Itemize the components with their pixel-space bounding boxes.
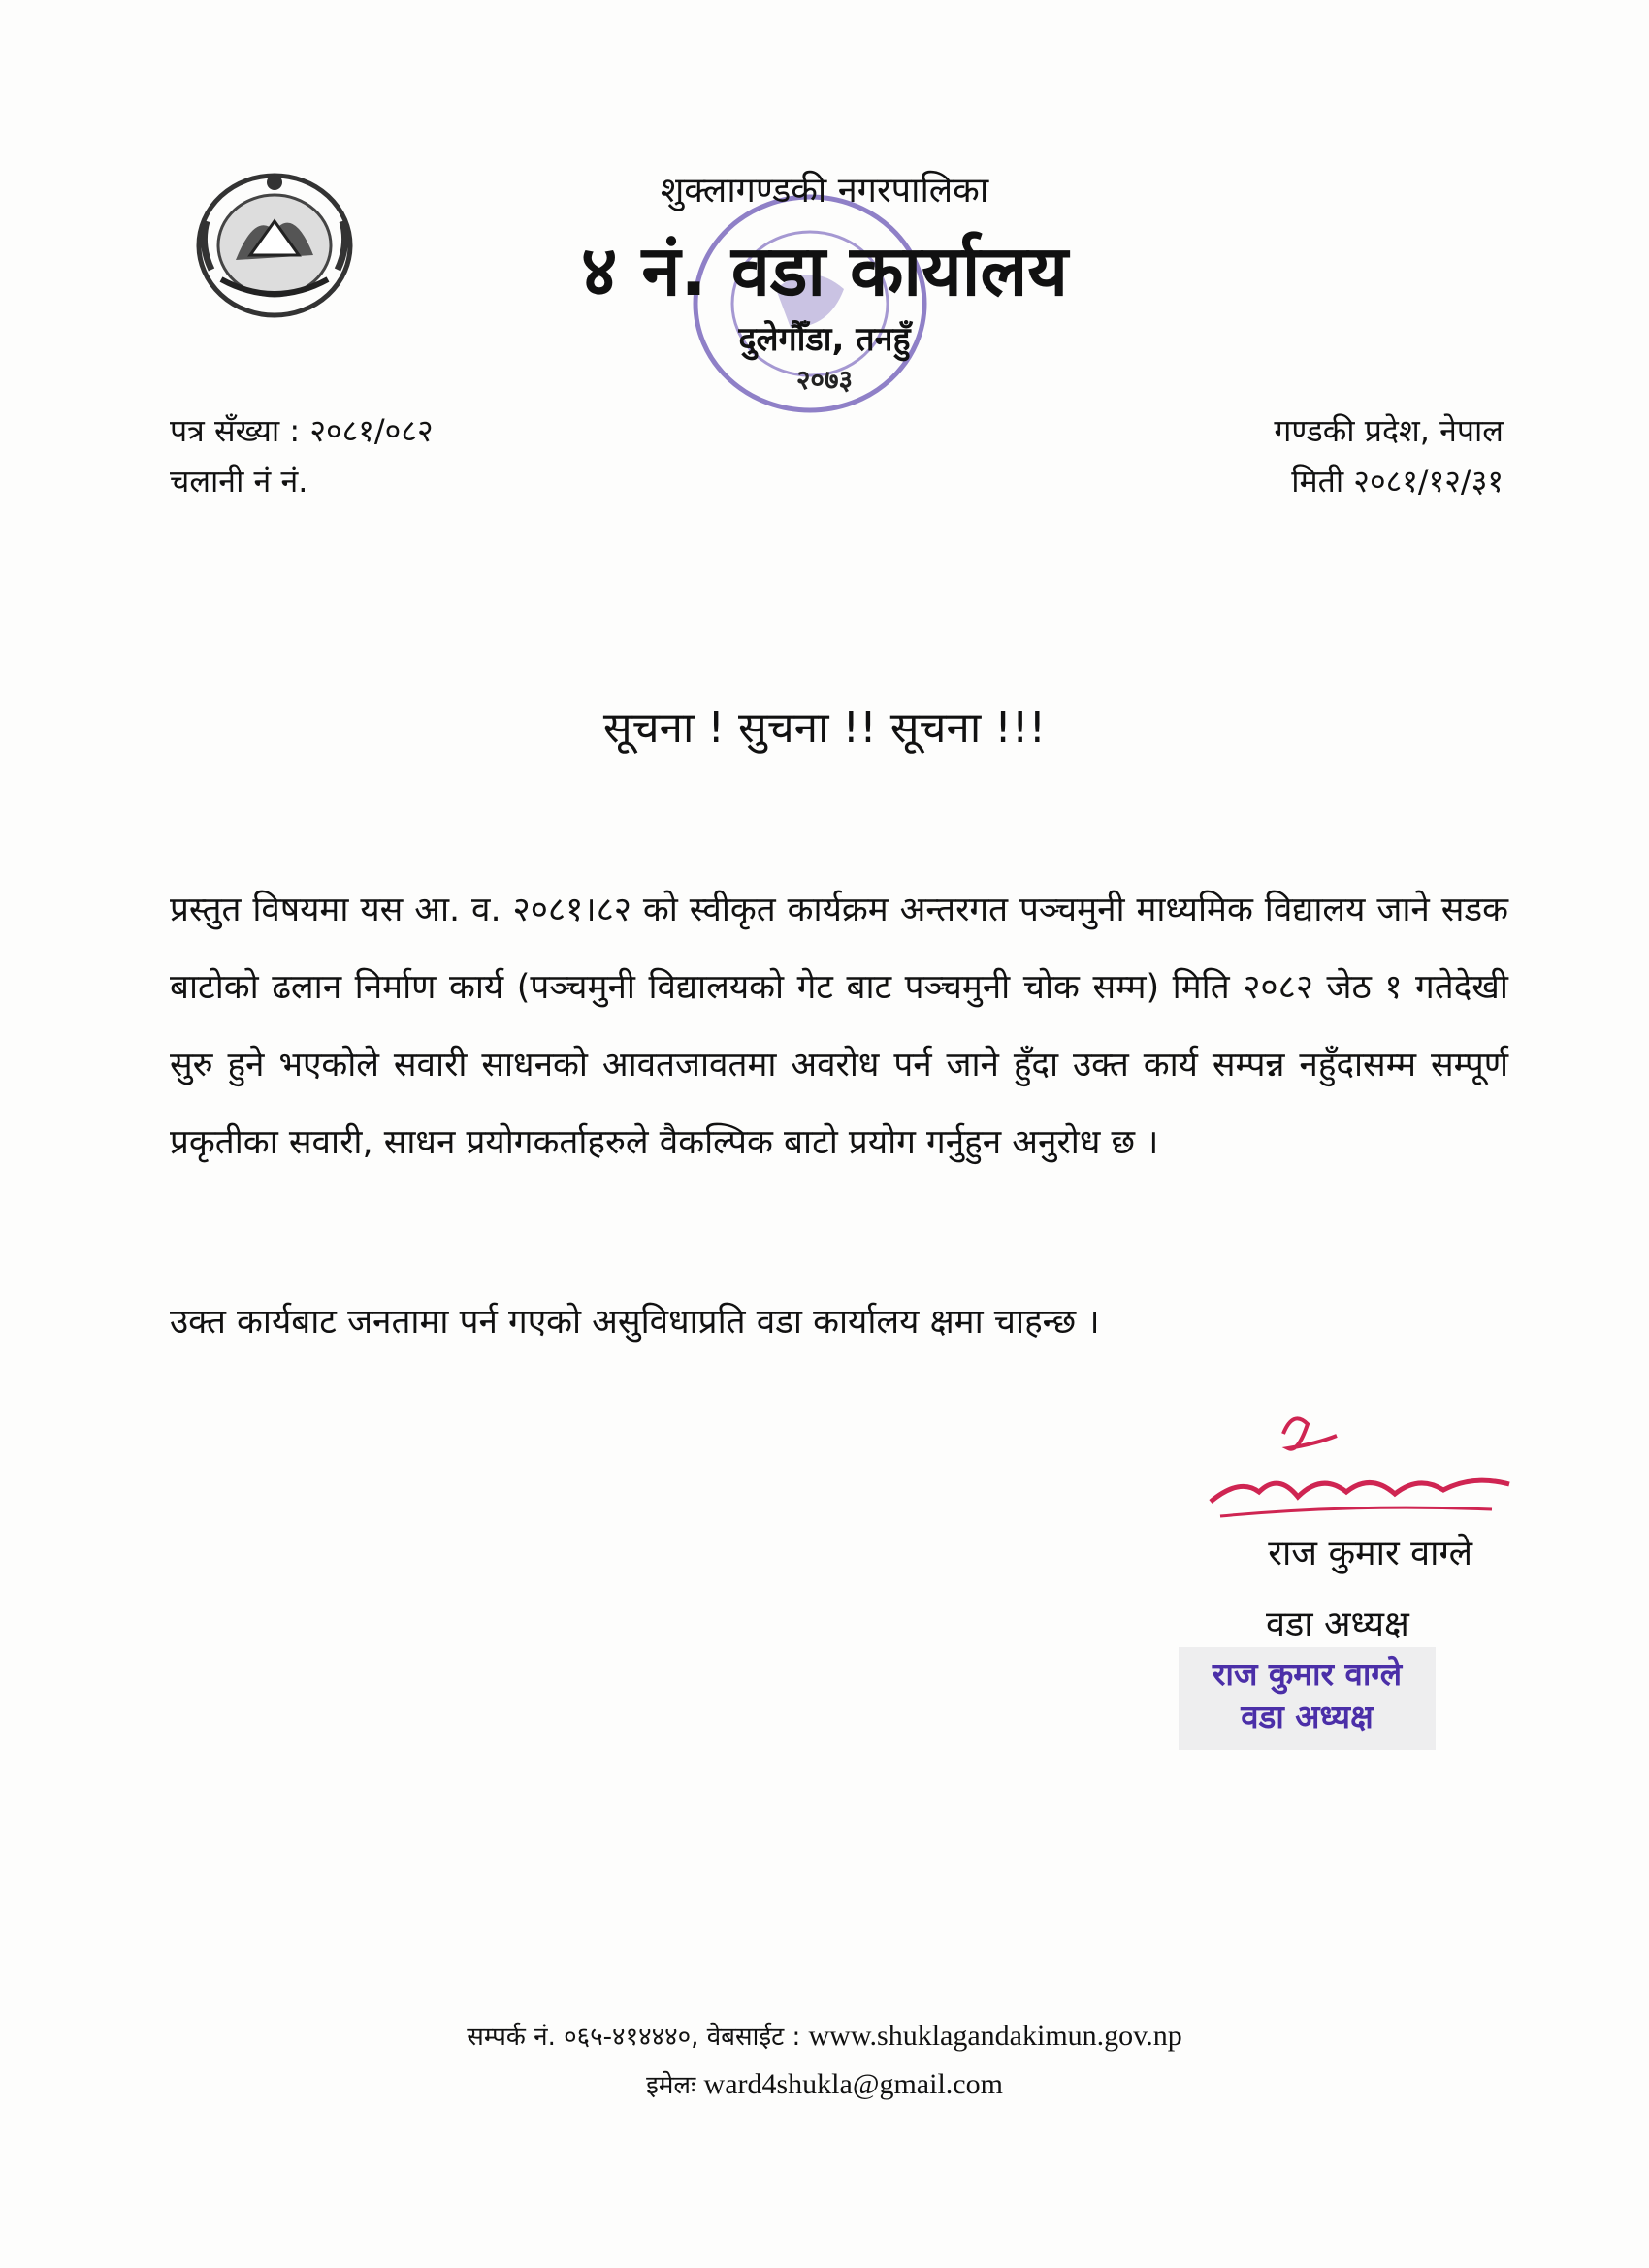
- signatory-name: राज कुमार वाग्ले: [1268, 1534, 1472, 1573]
- dispatch-number: चलानी नं नं.: [170, 463, 308, 500]
- signatory-title: वडा अध्यक्ष: [1266, 1604, 1409, 1644]
- contact-line: [0, 2018, 1649, 2053]
- establishment-year: २०७३: [795, 364, 854, 396]
- notice-body: प्रस्तुत विषयमा यस आ. व. २०८१।८२ को स्वीकृत कार्यक्रम अन्तरगत पञ्चमुनी माध्यमिक विद्यालय जाने सडक बाटोको ढलान निर्माण कार्य (पञ्चमुनी विद्यालयको गेट बाट पञ्चमुनी चोक सम्म) मिति २०८२ जेठ १ गतेदेखी सुरु हुने भएकोले सवारी साधनको आवतजावतमा अवरोध पर्न जाने हुँदा उक्त कार्य सम्पन्न नहुँदासम्म सम्पूर्ण प्रकृतीका सवारी, साधन प्रयोगकर्ताहरुले वैकल्पिक बाटो प्रयोग गर्नुहुन अनुरोध छ ।: [170, 891, 1508, 1162]
- letter-number: पत्र सँख्या : २०८१/०८२: [170, 412, 434, 449]
- website-link[interactable]: www.shuklagandakimun.gov.np: [808, 2020, 1182, 2052]
- letter-date-block: [1274, 405, 1504, 506]
- seal-title: वडा अध्यक्ष: [1241, 1698, 1374, 1735]
- seal-name: राज कुमार वाग्ले: [1212, 1655, 1403, 1693]
- notice-title: सूचना ! सुचना !! सूचना !!!: [602, 703, 1047, 753]
- email-label: इमेलः: [646, 2071, 696, 2100]
- municipality-name: शुक्लागण्डकी नगरपालिका: [660, 171, 989, 211]
- province-label: गण्डकी प्रदेश, नेपाल: [1274, 412, 1504, 449]
- name-seal-stamp: [1179, 1647, 1436, 1750]
- contact-phone: सम्पर्क नं. ०६५-४१४४४०, वेबसाईट :: [467, 2023, 801, 2052]
- letter-ref-block: [170, 405, 434, 506]
- office-title: ४ नं. वडा कार्यालय: [580, 230, 1069, 311]
- email-link[interactable]: ward4shukla@gmail.com: [703, 2068, 1003, 2100]
- email-line: [0, 2066, 1649, 2101]
- signature-icon: [1201, 1395, 1521, 1531]
- letter-date: मिती २०८१/१२/३१: [1291, 463, 1504, 500]
- office-location: दुलेगौँडा, तनहुँ: [738, 320, 911, 359]
- apology-text: उक्त कार्यबाट जनतामा पर्न गएको असुविधाप्रति वडा कार्यालय क्षमा चाहन्छ ।: [170, 1303, 1100, 1342]
